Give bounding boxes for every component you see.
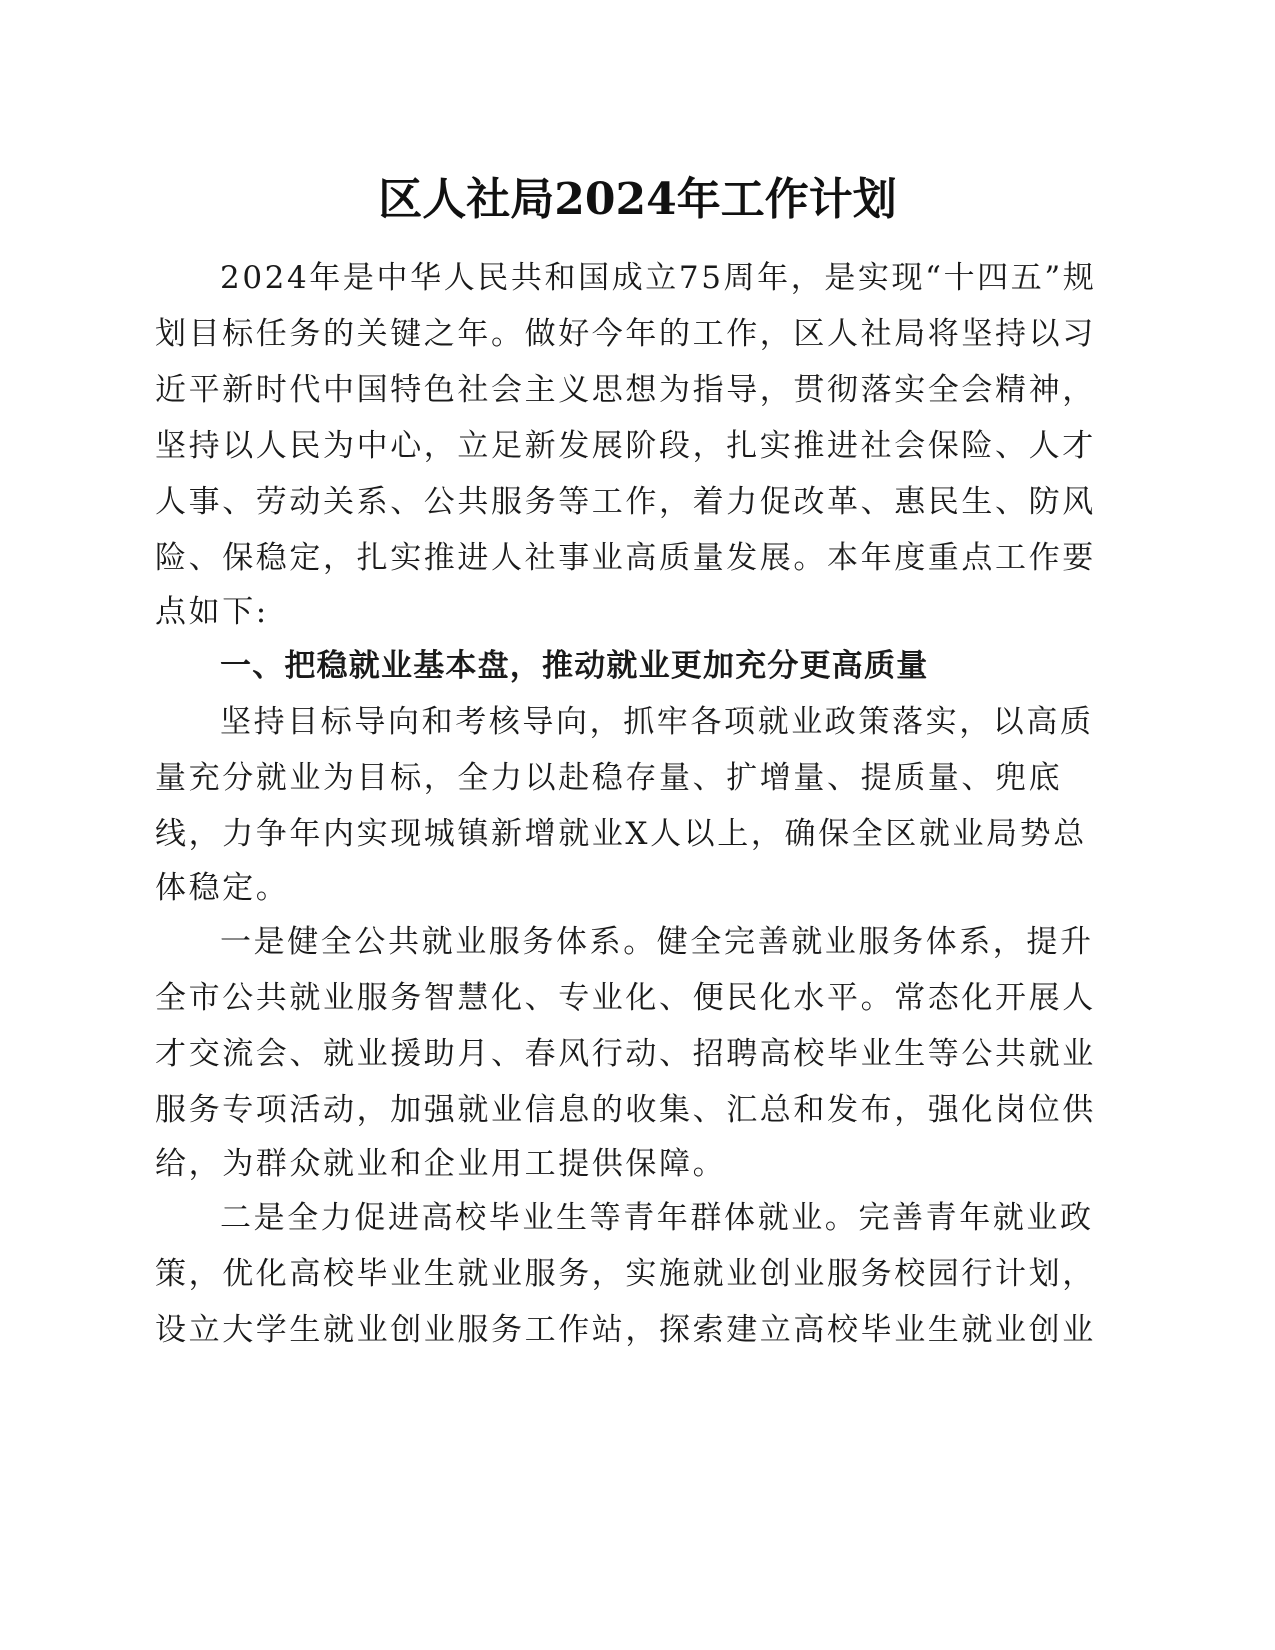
intro-line: 近平新时代中国特色社会主义思想为指导，贯彻落实全会精神， bbox=[155, 372, 1096, 408]
item-line: 给，为群众就业和企业用工提供保障。 bbox=[155, 1146, 727, 1182]
item-line: 服务专项活动，加强就业信息的收集、汇总和发布，强化岗位供 bbox=[155, 1092, 1096, 1128]
item-line: 设立大学生就业创业服务工作站，探索建立高校毕业生就业创业 bbox=[155, 1312, 1096, 1348]
section-line: 线，力争年内实现城镇新增就业X人以上，确保全区就业局势总 bbox=[155, 816, 1087, 852]
item-line: 一是健全公共就业服务体系。健全完善就业服务体系，提升 bbox=[220, 924, 1094, 960]
section-heading: 一、把稳就业基本盘，推动就业更加充分更高质量 bbox=[220, 648, 929, 684]
item-line: 才交流会、就业援助月、春风行动、招聘高校毕业生等公共就业 bbox=[155, 1036, 1096, 1072]
section-line: 量充分就业为目标，全力以赴稳存量、扩增量、提质量、兜底 bbox=[155, 760, 1063, 796]
item-line: 策，优化高校毕业生就业服务，实施就业创业服务校园行计划， bbox=[155, 1256, 1096, 1292]
item-line: 二是全力促进高校毕业生等青年群体就业。完善青年就业政 bbox=[220, 1200, 1094, 1236]
document-title: 区人社局2024年工作计划 bbox=[378, 174, 897, 225]
intro-line: 险、保稳定，扎实推进人社事业高质量发展。本年度重点工作要 bbox=[155, 540, 1096, 576]
item-line: 全市公共就业服务智慧化、专业化、便民化水平。常态化开展人 bbox=[155, 980, 1096, 1016]
intro-line: 点如下: bbox=[155, 594, 269, 630]
intro-line: 2024年是中华人民共和国成立75周年，是实现“十四五”规 bbox=[220, 260, 1097, 296]
section-line: 坚持目标导向和考核导向，抓牢各项就业政策落实，以高质 bbox=[220, 704, 1094, 740]
section-line: 体稳定。 bbox=[155, 870, 290, 906]
intro-line: 人事、劳动关系、公共服务等工作，着力促改革、惠民生、防风 bbox=[155, 484, 1096, 520]
intro-line: 划目标任务的关键之年。做好今年的工作，区人社局将坚持以习 bbox=[155, 316, 1096, 352]
intro-line: 坚持以人民为中心，立足新发展阶段，扎实推进社会保险、人才 bbox=[155, 428, 1096, 464]
